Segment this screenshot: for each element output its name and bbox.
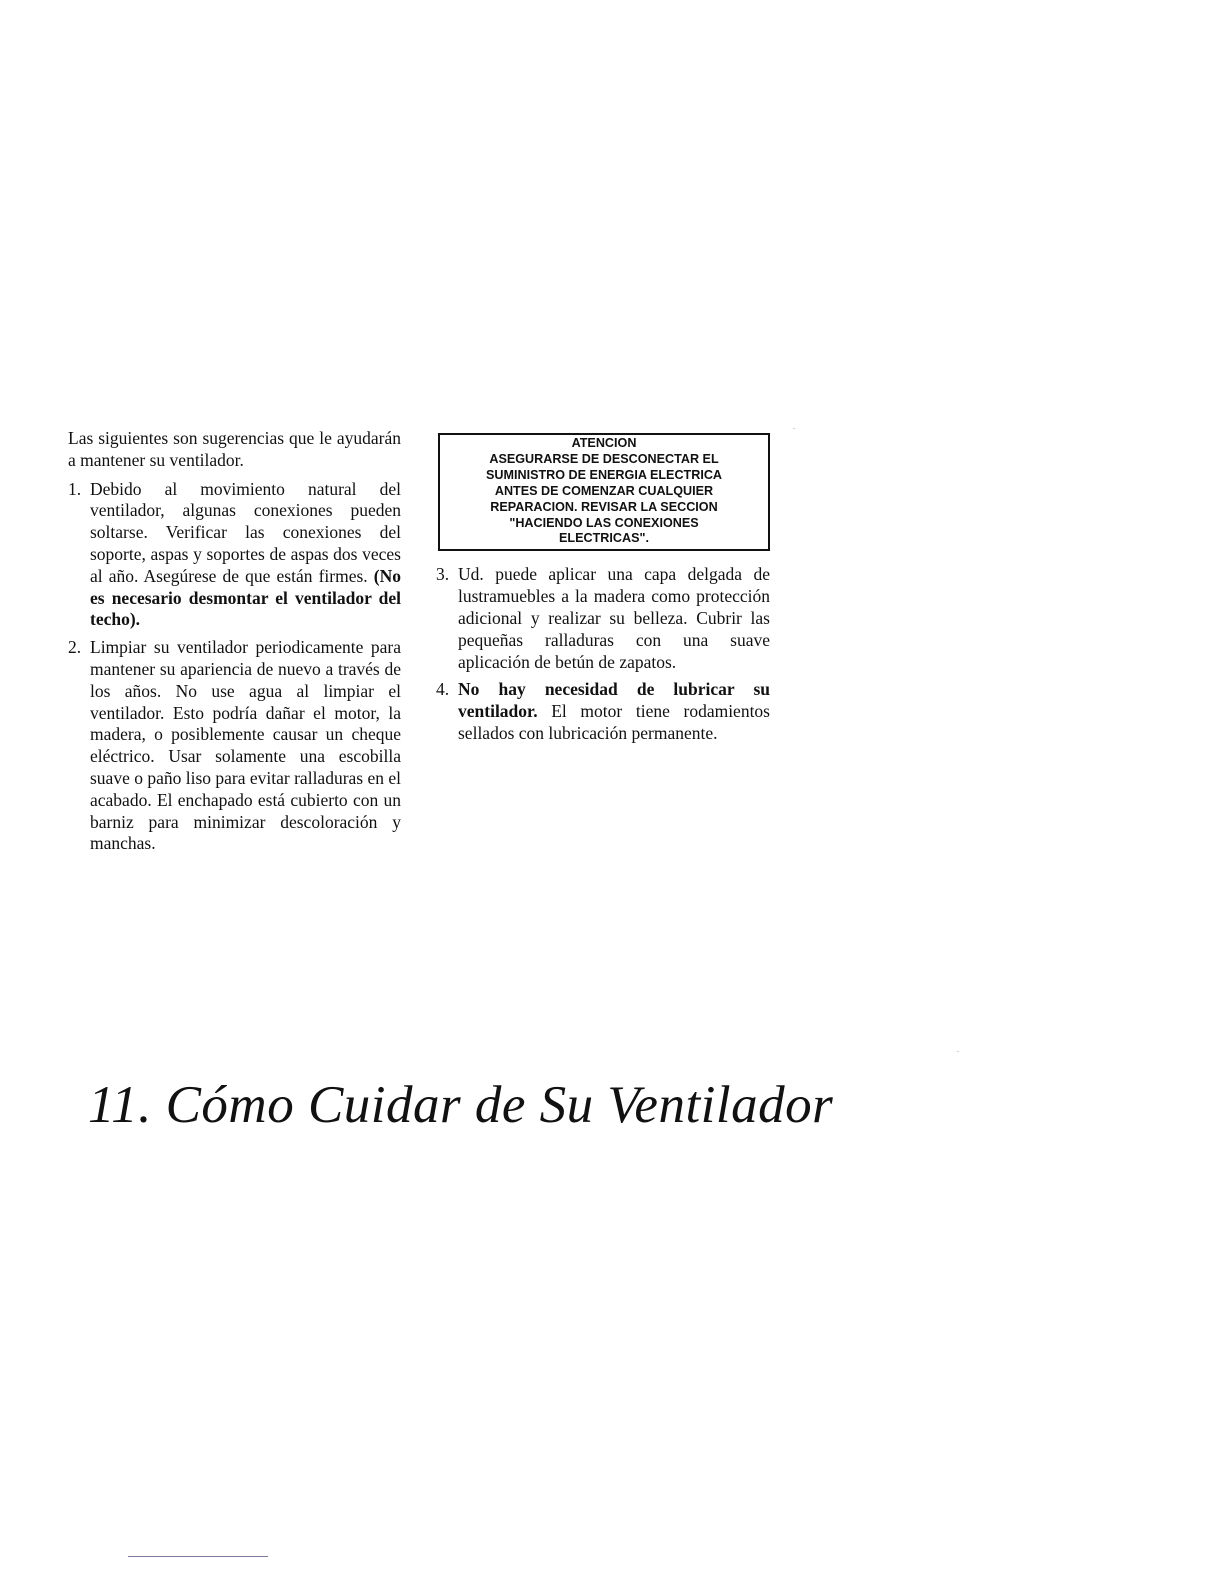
maintenance-list-right [436, 564, 770, 744]
list-item-number: 3. [436, 564, 450, 585]
list-item-number: 4. [436, 679, 450, 700]
warning-line: ASEGURARSE DE DESCONECTAR EL [489, 451, 719, 466]
warning-line: SUMINISTRO DE ENERGIA ELECTRICA [485, 467, 723, 482]
warning-heading: ATENCION [571, 436, 637, 450]
warning-line: "HACIENDO LAS CONEXIONES [509, 515, 699, 530]
list-item-text: Ud. puede aplicar una capa delgada de lustramuebles a la madera como protección adicional y realizar su belleza. Cubrir las pequeñas ralladuras con una suave aplicación de betún de zapatos. [458, 564, 770, 672]
list-item-text: Limpiar su ventilador periodicamente para mantener su apariencia de nuevo a través de los años. No use agua al limpiar el ventilador. Esto podría dañar el motor, la madera, o posiblemente causar un cheque eléctrico. Usar solamente una escobilla suave o paño liso para evitar ralladuras en el acabado. El enchapado está cubierto con un barniz para minimizar descoloración y manchas. [90, 637, 401, 854]
right-column [436, 433, 770, 751]
footer-rule [128, 1556, 268, 1557]
intro-paragraph: Las siguientes son sugerencias que le ayudarán a mantener su ventilador. [68, 428, 401, 470]
warning-line: ANTES DE COMENZAR CUALQUIER [494, 483, 714, 498]
warning-box [438, 433, 770, 551]
scan-speck [957, 1051, 959, 1052]
list-item-number: 2. [68, 637, 82, 658]
list-item [436, 679, 770, 744]
warning-line: REPARACION. REVISAR LA SECCION [490, 499, 718, 514]
warning-line: ELECTRICAS". [559, 531, 649, 546]
maintenance-list-left [68, 479, 401, 856]
list-item [68, 479, 401, 632]
left-column [68, 428, 401, 861]
list-item-text: El motor tiene rodamientos sellados con lubricación permanente. [458, 701, 770, 743]
list-item [436, 564, 770, 673]
list-item-number: 1. [68, 478, 82, 499]
list-item [68, 637, 401, 855]
section-title: 11. Cómo Cuidar de Su Ventilador [88, 1076, 834, 1134]
list-item-bold-note: (No es necesario desmontar el ventilador del techo). [90, 565, 401, 630]
list-item-bold-lead: No hay necesidad de lubricar su ventilador. [458, 679, 770, 722]
scan-speck [793, 428, 795, 429]
list-item-text: Debido al movimiento natural del ventilador, algunas conexiones pueden soltarse. Verificar las conexiones del soporte, aspas y soportes de aspas dos veces al año. Asegúrese de que están firmes. [90, 478, 401, 586]
